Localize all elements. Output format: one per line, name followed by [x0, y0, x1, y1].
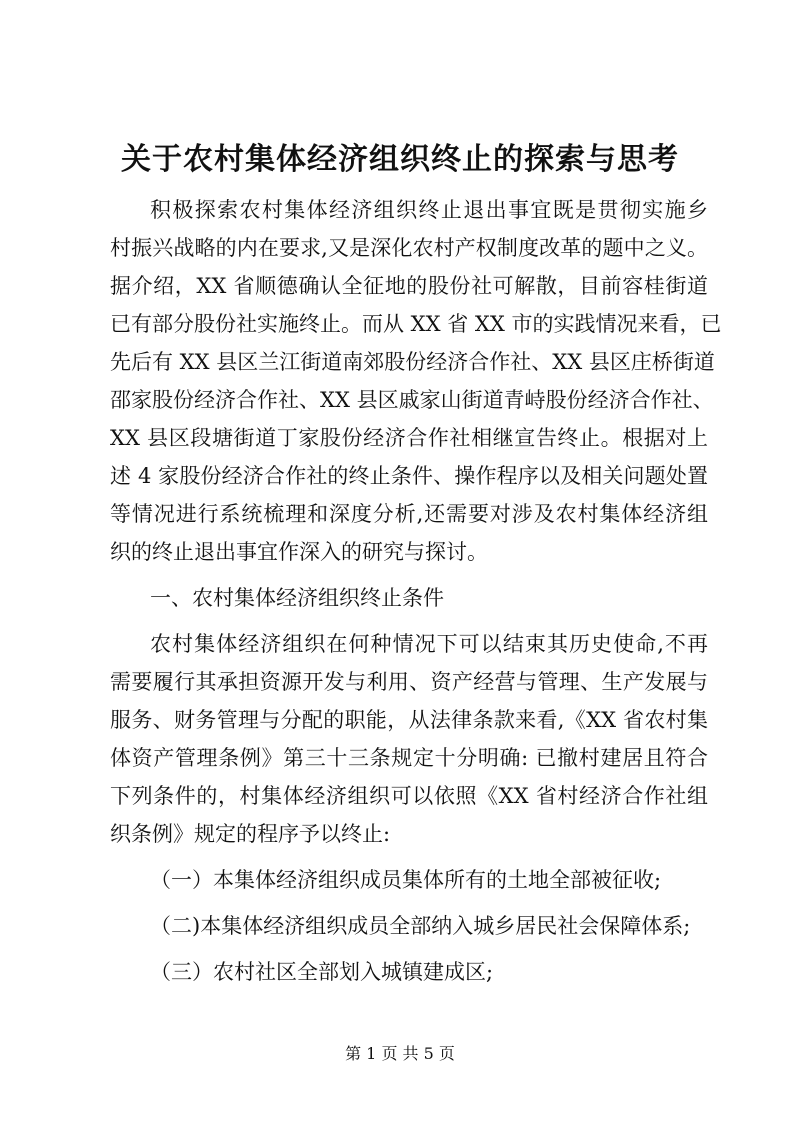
paragraph-1-line-3: 据介绍，XX 省顺德确认全征地的股份社可解散，目前容桂街道 [110, 274, 708, 298]
paragraph-1-line-7: XX 县区段塘街道丁家股份经济合作社相继宣告终止。根据对上 [110, 426, 708, 450]
paragraph-2-line-3: 服务、财务管理与分配的职能，从法律条款来看,《XX 省农村集 [110, 708, 708, 732]
section-1-heading: 一、农村集体经济组织终止条件 [150, 586, 444, 610]
condition-item-2: （二)本集体经济组织成员全部纳入城乡居民社会保障体系; [150, 914, 691, 938]
paragraph-1-line-2: 村振兴战略的内在要求,又是深化农村产权制度改革的题中之义。 [110, 236, 708, 260]
paragraph-1-line-1: 积极探索农村集体经济组织终止退出事宜既是贯彻实施乡 [150, 198, 708, 222]
condition-item-3: （三）农村社区全部划入城镇建成区; [150, 960, 494, 984]
paragraph-2-line-4: 体资产管理条例》第三十三条规定十分明确: 已撤村建居且符合 [110, 746, 708, 770]
paragraph-1-line-8: 述 4 家股份经济合作社的终止条件、操作程序以及相关问题处置 [110, 464, 708, 488]
paragraph-2-line-6: 织条例》规定的程序予以终止: [110, 822, 391, 846]
document-title: 关于农村集体经济组织终止的探索与思考 [121, 142, 679, 177]
paragraph-1-line-5: 先后有 XX 县区兰江街道南郊股份经济合作社、XX 县区庄桥街道 [110, 350, 715, 374]
paragraph-1-line-10: 织的终止退出事宜作深入的研究与探讨。 [110, 540, 488, 564]
paragraph-2-line-2: 需要履行其承担资源开发与利用、资产经营与管理、生产发展与 [110, 670, 708, 694]
paragraph-1-line-9: 等情况进行系统梳理和深度分析,还需要对涉及农村集体经济组 [110, 502, 708, 526]
condition-item-1: （一）本集体经济组织成员集体所有的土地全部被征收; [150, 868, 662, 892]
page-footer: 第 1 页 共 5 页 [345, 1044, 455, 1063]
paragraph-2-line-5: 下列条件的，村集体经济组织可以依照《XX 省村经济合作社组 [110, 784, 708, 808]
paragraph-2-line-1: 农村集体经济组织在何种情况下可以结束其历史使命,不再 [150, 632, 708, 656]
paragraph-1-line-4: 已有部分股份社实施终止。而从 XX 省 XX 市的实践情况来看，已 [110, 312, 722, 336]
paragraph-1-line-6: 邵家股份经济合作社、XX 县区戚家山街道青峙股份经济合作社、 [110, 388, 714, 412]
